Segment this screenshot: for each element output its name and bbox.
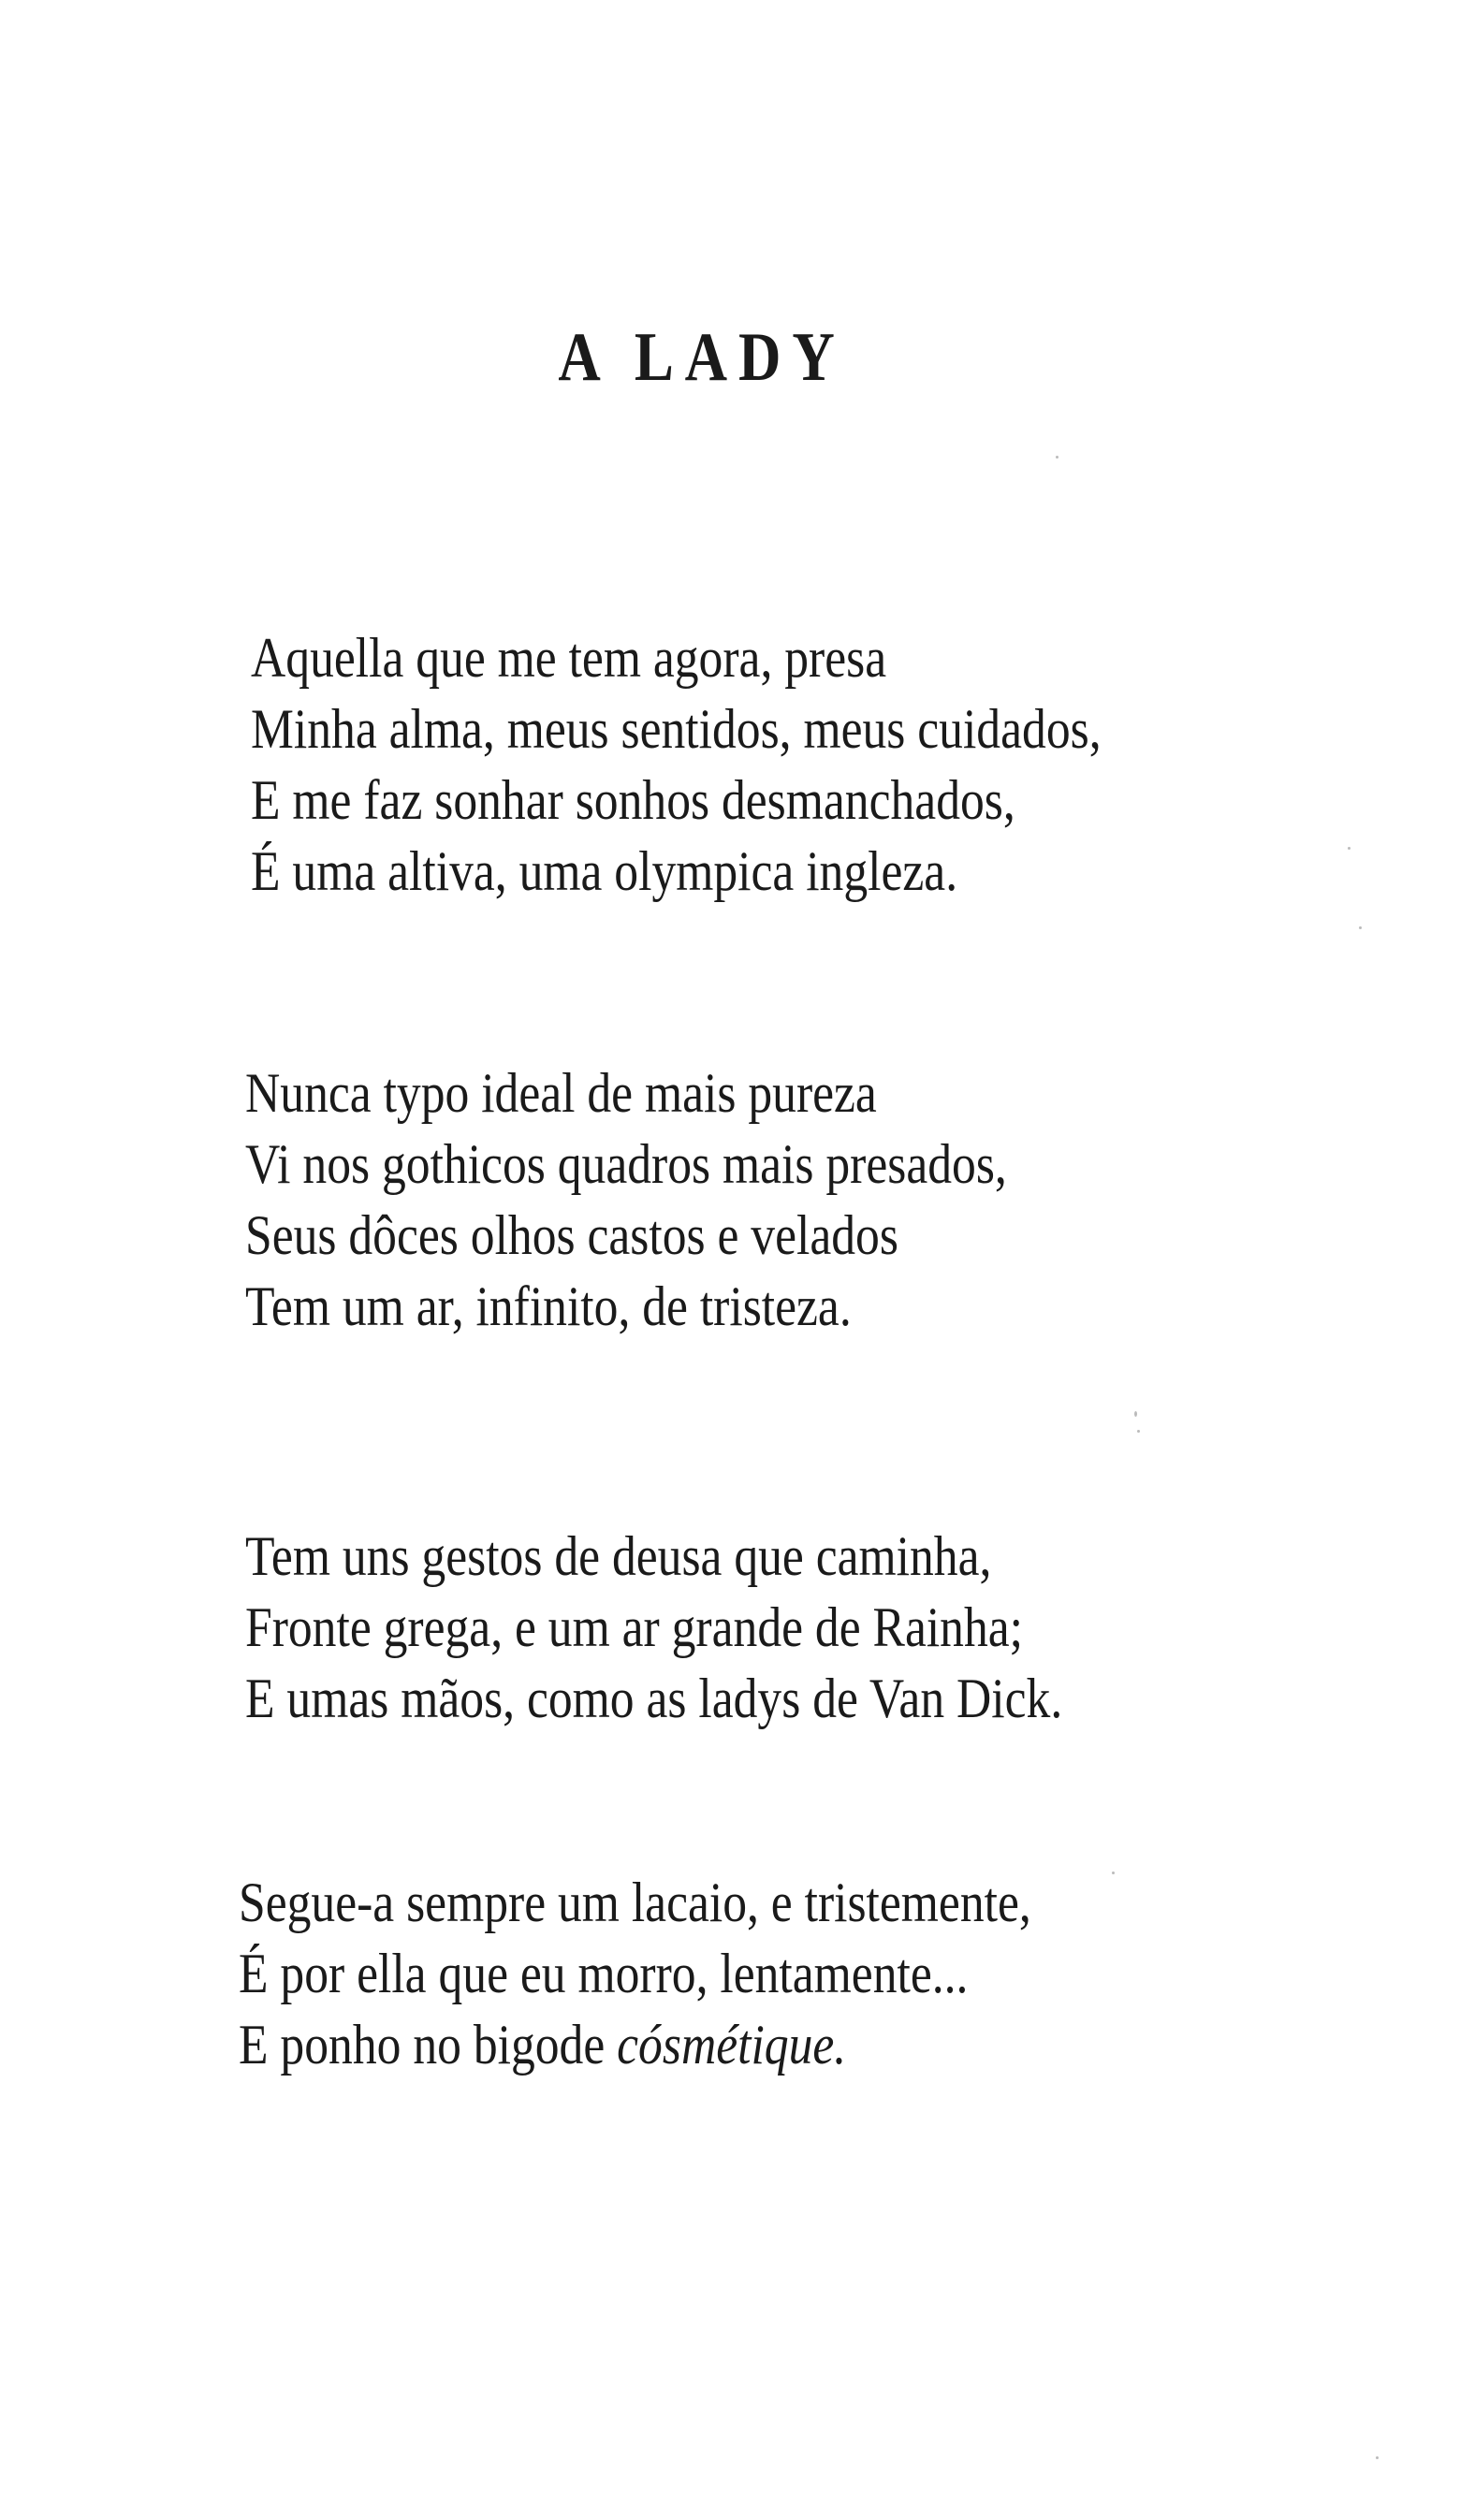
- print-speck: [1359, 926, 1362, 929]
- verse-line: Fronte grega, e um ar grande de Rainha;: [245, 1596, 1024, 1658]
- stanza-1: [251, 622, 1240, 907]
- verse-line: É por ella que eu morro, lentamente...: [239, 1943, 969, 2004]
- stanza-3: [245, 1521, 1195, 1734]
- verse-line: Aquella que me tem agora, presa: [251, 627, 887, 689]
- verse-line: Vi nos gothicos quadros mais presados,: [245, 1133, 1007, 1195]
- verse-text: E ponho no bigode: [239, 2014, 618, 2076]
- italic-word: cósmétique.: [617, 2014, 847, 2076]
- print-speck: [1376, 2456, 1379, 2459]
- stanza-2: [245, 1057, 1131, 1342]
- print-speck: [1137, 1430, 1140, 1433]
- verse-line: Tem uns gestos de deusa que caminha,: [245, 1525, 992, 1587]
- poem-title: A LADY: [558, 319, 846, 396]
- verse-line: Minha alma, meus sentidos, meus cuidados,: [251, 698, 1102, 760]
- verse-line: E me faz sonhar sonhos desmanchados,: [251, 769, 1015, 831]
- verse-line: É uma altiva, uma olympica ingleza.: [251, 840, 958, 902]
- verse-line: [239, 2009, 1031, 2080]
- print-speck: [1112, 1872, 1115, 1874]
- print-speck: [1134, 1411, 1137, 1417]
- verse-line: Tem um ar, infinito, de tristeza.: [245, 1275, 852, 1337]
- verse-line: E umas mãos, como as ladys de Van Dick.: [245, 1668, 1063, 1729]
- verse-line: Nunca typo ideal de mais pureza: [245, 1062, 877, 1124]
- print-speck: [1056, 456, 1058, 459]
- print-speck: [1348, 847, 1350, 850]
- verse-line: Seus dôces olhos castos e velados: [245, 1204, 898, 1266]
- verse-line: Segue-a sempre um lacaio, e tristemente,: [239, 1872, 1031, 1933]
- stanza-4: [239, 1867, 1161, 2080]
